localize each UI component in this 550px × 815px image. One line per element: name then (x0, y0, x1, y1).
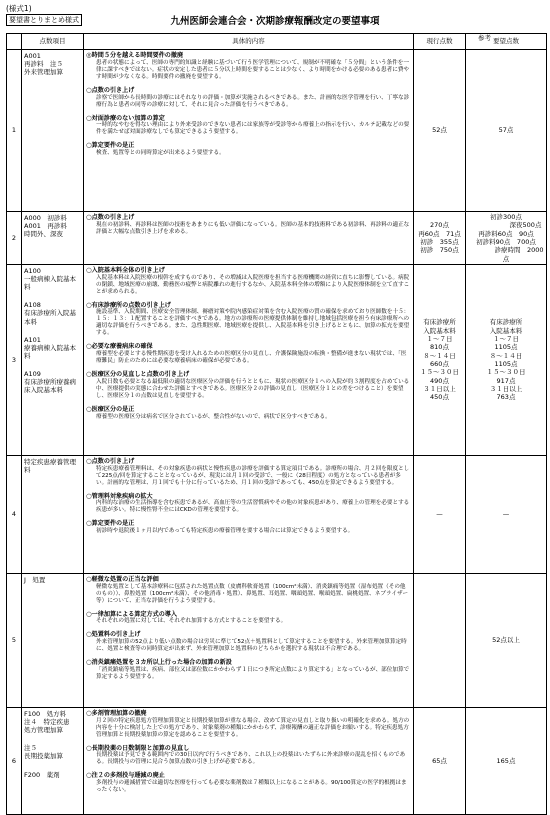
bullet-mark: ○ (86, 265, 92, 274)
detail-heading-text: 必要な療養病床の確保 (91, 343, 153, 351)
requested-points: 52点以上 (466, 573, 547, 707)
detail-heading-text: 時間５分を越える時間要件の撤廃 (91, 52, 184, 59)
item-code: J 処置 (24, 575, 46, 584)
detail-heading (86, 630, 411, 639)
item-code-cell (22, 50, 84, 212)
requested-points: 初診300点 深夜500点 再診料60点 90点 初診料90点 700点 診療時間 2000点 (466, 212, 547, 265)
bullet-mark: ○ (86, 519, 92, 528)
bullet-mark: ○ (86, 300, 92, 309)
form-label: 要望書とりまとめ様式 (6, 14, 82, 26)
detail-item (86, 630, 411, 653)
detail-heading-text: 点数の引き上げ (91, 457, 135, 465)
bullet-mark: ○ (86, 456, 92, 465)
item-code: A001 再診料 注５ 外来管理加算 (24, 52, 63, 77)
bullet-mark: ○ (86, 743, 92, 752)
detail-heading-text: 入院基本料全体の引き上げ (91, 266, 165, 274)
detail-heading (86, 86, 411, 95)
bullet-mark: ○ (86, 213, 92, 221)
detail-item (86, 213, 411, 236)
row-number: 1 (7, 50, 22, 212)
bullet-mark: ○ (86, 771, 92, 780)
detail-item (86, 771, 411, 794)
detail-item (86, 575, 411, 605)
bullet-mark: ○ (86, 141, 92, 150)
item-code: A109 有床診療所療養病床入院基本料 (24, 370, 76, 395)
detail-item (86, 658, 411, 681)
detail-item (86, 342, 411, 365)
detail-item (86, 114, 411, 137)
detail-heading-text: 多剤管理加算の撤廃 (91, 709, 147, 717)
detail-item (86, 709, 411, 739)
detail-heading (86, 141, 411, 150)
detail-heading (86, 771, 411, 780)
detail-item (86, 141, 411, 157)
detail-cell (84, 264, 414, 455)
current-points: 有床診療所 入院基本料 １〜７日 810点 ８〜１４日 660点 １５〜３０日 490点 ３１日以上 450点 (414, 264, 466, 455)
detail-heading (86, 213, 411, 222)
item-code-cell (22, 264, 84, 455)
header-current: 現行点数 (414, 34, 466, 50)
detail-cell (84, 573, 414, 707)
item-code-cell (22, 707, 84, 814)
detail-body: 長期投薬は予見できる範囲内での30日以内で行うべきであり、これ以上の投薬はいたずらに外来診療の混乱を招くものである。長期投与の管理に見合う加算点数の引き上げが必要である。 (96, 752, 406, 766)
detail-body: 多剤投与の逓減措置では適切な医療を行っても必要な薬剤数は７種類以上になることがある。90/100算定の医学的根拠はまったくない。 (96, 780, 407, 794)
detail-item (86, 301, 411, 338)
detail-body: 現在の初診料、再診料は医師の技術をあまりにも低い評価になっている。医師の基本的技術料である初診料、再診料の適正な評価と大幅な点数引き上げを求める。 (96, 221, 410, 235)
detail-body: 入院基本料は入院医療の根幹を成すものであり、その増減は入院医療を担当する医療機関の経営に直ちに影響している。病院の閉鎖、地域医療の崩壊、勤務医の疲弊と病院離れの進行するなか、入院基本料全体の増額により入院医療体制を立て直すことが求められる。 (96, 274, 410, 295)
detail-body: 「消炎鎮痛等処置は、疾病、部位又は部位数にかかわらず１日につき所定点数により算定する」となっているが、部位加算で算定するよう要望する。 (96, 666, 410, 680)
detail-body: 入院日数も必要となる最低限の適切な医療区分の評価を行うとともに、現状の医療区分１への入院が約３割程度を占めている中、医療提供の実態に合わせた評価とすべきである。医療区分２の評価の見直し（医療区分１との差をつけること）を要望し、医療区分１の点数は見直しを要望する。 (96, 378, 410, 399)
detail-item (86, 744, 411, 767)
header-requested: 要望点数 (466, 34, 547, 50)
detail-heading (86, 519, 411, 528)
current-points: 65点 (414, 707, 466, 814)
detail-heading-text: 対面診療のない加算の算定 (91, 114, 165, 122)
current-points: 270点 再60点 71点 初診 355点 初診 750点 (414, 212, 466, 265)
detail-item (86, 405, 411, 421)
detail-heading-text: 消炎鎮痛処置を３カ所以上行った場合の加算の新設 (91, 659, 232, 667)
detail-body: 軽微な処置として基本診療料に包括された処置点数（皮膚科軟膏処置（100cm²未満）、消炎鎮痛等処置（湿布処置（その他のもの））、鼻腔処置（100cm²未満）、その他消毒・処置）、鼻処置、耳処置、咽頭処置、喉頭処置、扁桃処置、ネブライザー等）について、正当な評価を行うよう要望する。 (96, 583, 409, 604)
detail-cell (84, 50, 414, 212)
detail-heading (86, 405, 411, 414)
detail-heading (86, 457, 411, 466)
table-row (7, 50, 547, 212)
detail-body: 内科的な治療の生活指導を含む疾患であるが、高血圧等の生活習慣病やその他の対象疾患があり、療養上の管理を必要とする疾患が多い。特に慢性腎不全にはCKDの管理を要望する。 (96, 500, 410, 514)
detail-body: 施設基準、入院期間、医療安全管理体制、褥瘡対策や院内感染症対策を含む入院医療の質の確保を求めており医師数を十５：１５：１３：１配置することを評価すべきである。地方の診療所の医療提供体制を維持し地域包括医療を担う有床診療所への適切な評価を行うべきである。また、急性期医療、地域医療を提供し、入院基本料を引き上げるとともに、加算の拡充を要望する。 (96, 309, 410, 337)
item-code: A100 一般病棟入院基本料 (24, 266, 76, 292)
detail-body: 療養型を必要とする慢性期疾患を受け入れるための医療区分の見直し、介護保険施設の転換・整備が進まない現状では、「医療難民」防止のためには必要な療養病床の確保が必要である。 (96, 351, 407, 365)
detail-body: 特定疾患療養管理料は、その対象疾患の病状と慢性疾患の診療を評価する算定項目である。診療所の場合、月２回を限度として225点/回を算定することとなっているが、現実には月１回の受診で、一般に（28日程度）の処方となっている患者が多い。計画的な管理は、月１回でも十分に行っているため、月１回の受診であっても、450点を算定できるよう要望する。 (96, 465, 410, 486)
row-number: 5 (7, 573, 22, 707)
detail-heading (86, 658, 411, 667)
bullet-mark: ○ (86, 658, 92, 667)
table-row (7, 264, 547, 455)
requested-points: 165点 (466, 707, 547, 814)
bullet-mark: ○ (86, 113, 92, 122)
current-points (414, 573, 466, 707)
detail-heading (86, 342, 411, 351)
table-body (7, 50, 547, 815)
row-number: 6 (7, 707, 22, 814)
item-code: 注５ 長期投薬加算 (24, 744, 63, 761)
item-code: A101 療養病棟入院基本料 (24, 335, 76, 360)
detail-heading (86, 114, 411, 123)
detail-heading-text: 算定要件の是正 (91, 142, 135, 150)
current-points: 52点 (414, 50, 466, 212)
detail-body: 外来管理加算の52点より低い点数の場合は労災に準じて52点＋処置料として算定することを要望する。外来管理加算算定時に、処置と検査等の同時算定が出来ず、外来管理加算と処置料のどちらかを選択する現状は不合理である。 (96, 639, 407, 653)
item-code: F200 薬剤 (24, 770, 60, 779)
detail-body: 月２回の特定疾患処方管理加算算定と長期投薬加算が重なる場合、改めて算定の見直しと取り扱いの明確化を求める。処方の内容を十分に検討した上での処方であり、対象薬剤の種類にかかわらず、診療報酬の適正な評価をお願いする。特定疾患処方管理加算と長期投薬加算の算定を認めることを要望する。 (96, 717, 410, 738)
detail-heading-text: 管理料対象疾病の拡大 (91, 492, 153, 500)
item-code: 特定疾患療養管理料 (24, 457, 76, 474)
bullet-mark: ○ (86, 404, 92, 413)
detail-heading-text: 処置料の引き上げ (91, 631, 141, 639)
detail-item (86, 51, 411, 81)
row-number: 4 (7, 455, 22, 573)
row-number: 2 (7, 212, 22, 265)
detail-heading (86, 709, 411, 718)
detail-heading-text: 医療区分の是正 (91, 405, 135, 413)
item-code: A108 有床診療所入院基本料 (24, 301, 76, 326)
detail-body: それぞれの処置に対しては、それぞれ加算する方式とすることを要望する。 (96, 618, 287, 625)
table-row (7, 707, 547, 814)
header-item: 点数項目 (22, 34, 84, 50)
bullet-mark: ○ (86, 574, 92, 583)
item-code-cell (22, 212, 84, 265)
detail-cell (84, 707, 414, 814)
detail-heading-text: 医療区分の見直しと点数の引き上げ (91, 371, 190, 379)
detail-heading-text: 点数の引き上げ (91, 86, 135, 94)
table-row (7, 212, 547, 265)
detail-item (86, 610, 411, 626)
detail-heading (86, 575, 411, 584)
requested-points: 57点 (466, 50, 547, 212)
detail-item (86, 492, 411, 515)
detail-item (86, 266, 411, 296)
bullet-mark: ○ (86, 342, 92, 351)
detail-cell (84, 455, 414, 573)
detail-item (86, 370, 411, 400)
detail-body: 検査、処置等との同時算定が出来るよう要望する。 (96, 150, 225, 157)
detail-heading (86, 51, 411, 60)
item-code: F100 処方料 注４ 特定疾患 処方管理加算 (24, 709, 70, 735)
detail-body: 診察で医師から長時間の診療にはそれなりの評価・加算が実施されるべきである。また、計画的な医学管理を行い、丁寧な診療行為と患者の同等の診療に対して、それに見合った評価を行うべきである。 (96, 94, 410, 108)
detail-heading (86, 370, 411, 379)
detail-body: 患者の状態によって、医師の専門的知識と経験に基づいて行う医学管理について、規制が不明確な「５分間」という条件を一律に課すべきではない。症状の安定した患者に５分以上時間を要することは少なく、より時間をかける必要のある患者に費やす時間が少なくなる。時間要件の撤廃を要望する。 (96, 59, 410, 80)
detail-heading-text: 長期投薬の日数制限と加算の見直し (91, 744, 190, 752)
bullet-mark: ○ (86, 708, 92, 717)
detail-heading-text: 一律加算による算定方式の導入 (91, 610, 177, 618)
detail-item (86, 519, 411, 535)
header-blank (7, 34, 22, 50)
detail-heading-text: 点数の引き上げ (91, 214, 135, 221)
detail-heading-text: 算定要件の是正 (91, 520, 135, 528)
detail-heading-text: 軽微な処置の正当な評価 (91, 575, 159, 583)
header-detail: 具体的内容 (84, 34, 414, 50)
detail-body: 療養型の医療区分は病名で区分されているが、整合性がないので、病状で区分すべきである。 (96, 413, 331, 420)
table-header-row (7, 34, 547, 50)
detail-heading-text: 有床診療所の点数の引き上げ (91, 301, 171, 309)
request-table (6, 33, 547, 815)
detail-item (86, 457, 411, 487)
bullet-mark: ◎ (86, 51, 92, 59)
table-row (7, 455, 547, 573)
bullet-mark: ○ (86, 609, 92, 618)
detail-body: 一時的なやむを得ない理由により外来受診のできない患者には家族等が受診等から療養上の指示を行い、カルテ記載などの要件を満たせば対面診療なしでも算定できるよう要望する。 (96, 122, 410, 136)
bullet-mark: ○ (86, 370, 92, 379)
reference-label: 参考 (478, 34, 491, 42)
bullet-mark: ○ (86, 491, 92, 500)
table-row (7, 573, 547, 707)
item-code-cell (22, 573, 84, 707)
bullet-mark: ○ (86, 630, 92, 639)
page-title: 九州医師会連合会・次期診療報酬改定の要望事項 (170, 16, 380, 27)
detail-body: 初診時や退院後１ヶ月以内であっても特定疾患の療養管理を要する場合には算定できるよう要望する。 (96, 528, 354, 535)
item-code-cell (22, 455, 84, 573)
row-number: 3 (7, 264, 22, 455)
current-points: — (414, 455, 466, 573)
bullet-mark: ○ (86, 85, 92, 94)
detail-cell (84, 212, 414, 265)
form-number: (様式1) (6, 4, 32, 13)
detail-item (86, 86, 411, 109)
requested-points: 有床診療所 入院基本料 １〜７日 1105点 ８〜１４日 1105点 １５〜３０日 917点 ３１日以上 763点 (466, 264, 547, 455)
item-code: A000 初診料 A001 再診料 時間外、深夜 (24, 214, 67, 239)
detail-heading (86, 266, 411, 275)
detail-heading-text: 注２の多剤投与逓減の廃止 (91, 772, 165, 780)
requested-points: — (466, 455, 547, 573)
